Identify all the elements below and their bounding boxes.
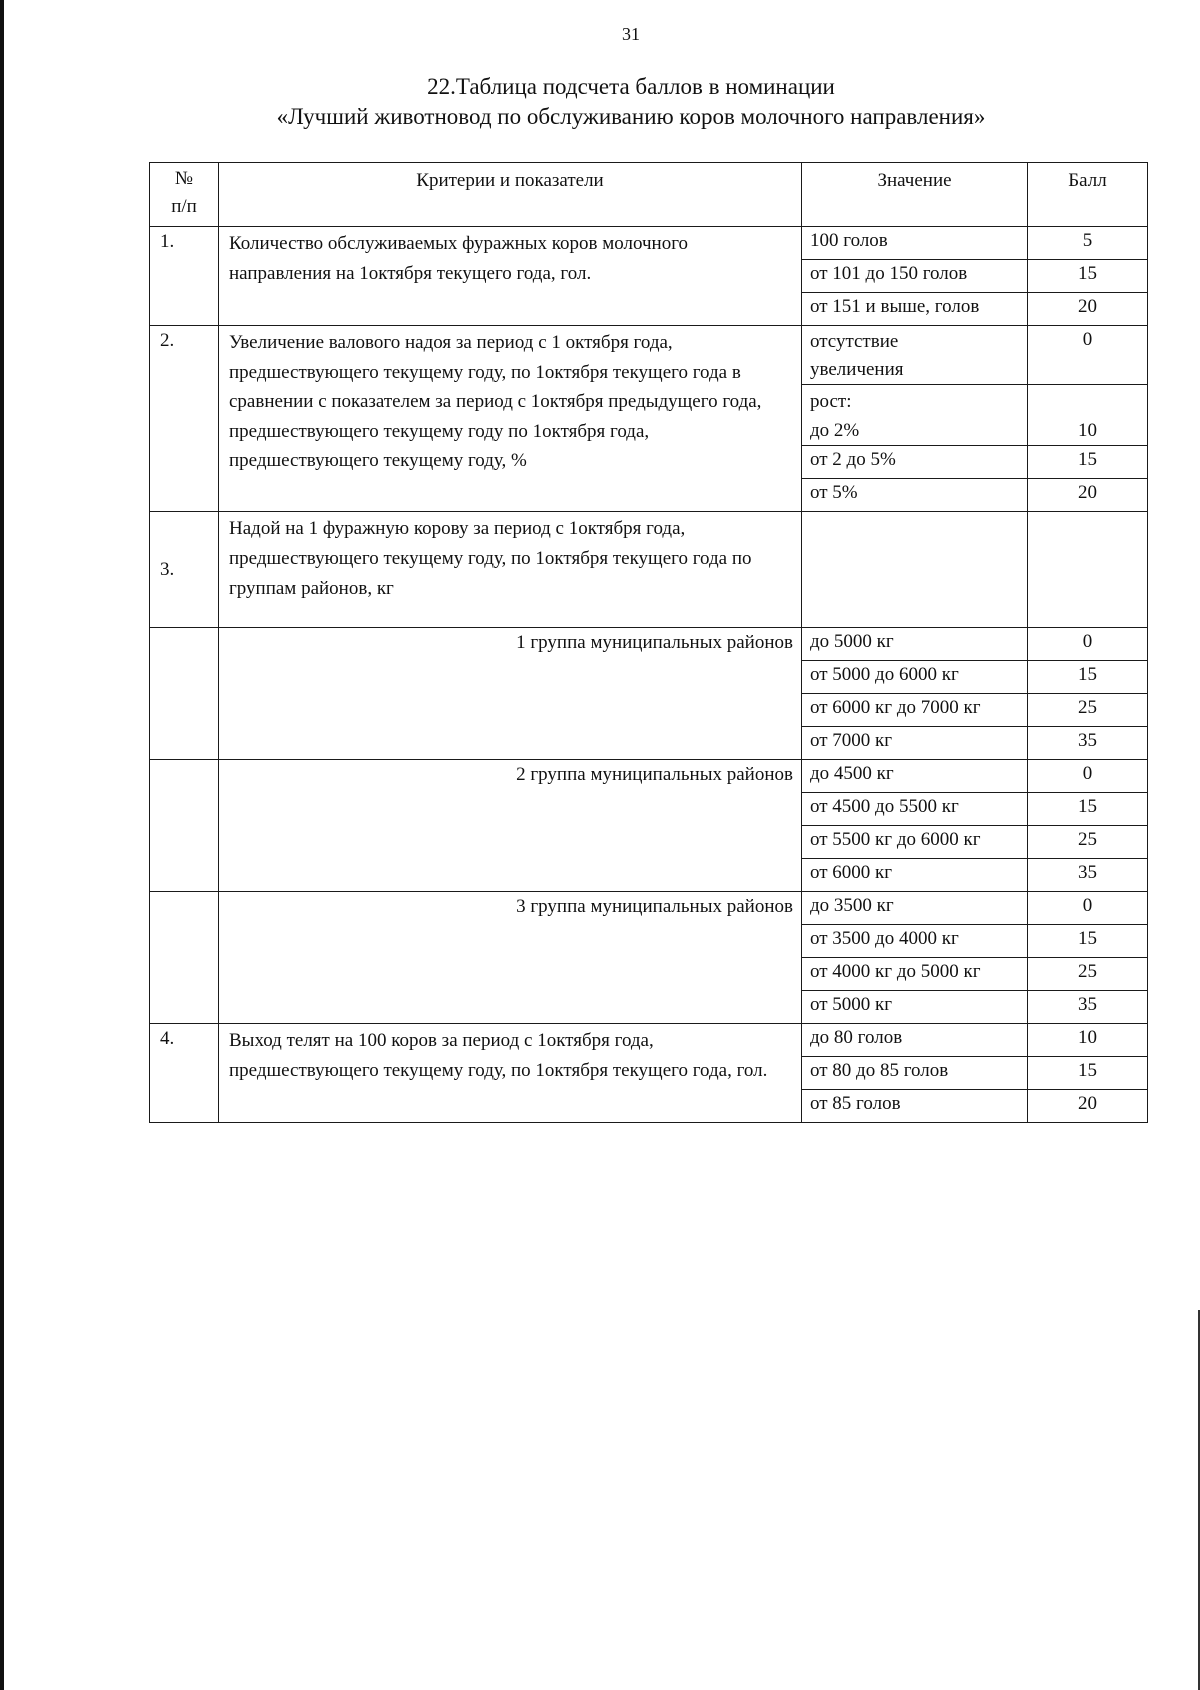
group2-label: 2 группа муниципальных районов	[219, 760, 802, 892]
group2-score-1: 0	[1028, 760, 1148, 793]
section1-num: 1.	[150, 227, 219, 326]
title-line-1: 22.Таблица подсчета баллов в номинации	[427, 74, 835, 99]
section2-growth-spacer	[1028, 387, 1147, 417]
section4-score-1: 10	[1028, 1024, 1148, 1057]
header-score	[1028, 163, 1148, 227]
table-row	[150, 227, 1148, 260]
section4-score-2: 15	[1028, 1057, 1148, 1090]
table-row	[150, 512, 1148, 628]
group3-score-2: 15	[1028, 925, 1148, 958]
section4-score-3: 20	[1028, 1090, 1148, 1123]
section1-value-1: 100 голов	[802, 227, 1028, 260]
group3-value-4: от 5000 кг	[802, 991, 1028, 1024]
section2-no-growth-line1: отсутствие	[810, 331, 899, 352]
table-row	[150, 892, 1148, 925]
section1-score-1: 5	[1028, 227, 1148, 260]
section3-score-empty	[1028, 512, 1148, 628]
section3-value-empty	[802, 512, 1028, 628]
section2-no-growth	[802, 326, 1028, 385]
group3-score-1: 0	[1028, 892, 1148, 925]
header-num-line2: п/п	[171, 196, 197, 217]
group3-value-1: до 3500 кг	[802, 892, 1028, 925]
title-line-2: «Лучший животновод по обслуживанию коров молочного направления»	[276, 104, 986, 129]
page-number: 31	[622, 24, 640, 44]
header-criteria	[219, 163, 802, 227]
group3-label: 3 группа муниципальных районов	[219, 892, 802, 1024]
group2-value-2: от 4500 до 5500 кг	[802, 793, 1028, 826]
section2-no-growth-score: 0	[1028, 326, 1148, 385]
section2-value-4: от 5%	[802, 479, 1028, 512]
section2-growth-first: до 2%	[810, 420, 860, 441]
group1-value-2: от 5000 до 6000 кг	[802, 661, 1028, 694]
group2-value-3: от 5500 кг до 6000 кг	[802, 826, 1028, 859]
section2-num: 2.	[150, 326, 219, 512]
scan-edge-left	[0, 0, 4, 1690]
group1-num-empty	[150, 628, 219, 760]
table-row	[150, 1024, 1148, 1057]
group1-score-3: 25	[1028, 694, 1148, 727]
header-value-text: Значение	[877, 170, 952, 191]
section2-score-3: 15	[1028, 446, 1148, 479]
section1-criteria: Количество обслуживаемых фуражных коров молочного направления на 1октября текущего года, гол.	[219, 227, 802, 326]
section1-value-3: от 151 и выше, голов	[802, 293, 1028, 326]
section4-value-3: от 85 голов	[802, 1090, 1028, 1123]
group1-score-1: 0	[1028, 628, 1148, 661]
group2-value-1: до 4500 кг	[802, 760, 1028, 793]
section1-value-2: от 101 до 150 голов	[802, 260, 1028, 293]
table-header-row	[150, 163, 1148, 227]
document-title	[0, 72, 1200, 132]
section1-score-2: 15	[1028, 260, 1148, 293]
group2-num-empty	[150, 760, 219, 892]
group1-label: 1 группа муниципальных районов	[219, 628, 802, 760]
table-row	[150, 628, 1148, 661]
section2-criteria: Увеличение валового надоя за период с 1 октября года, предшествующего текущему году, по 1октября текущего года в сравнении с показателем за период с 1октября предыдущего года, предшествующего текущему году по 1октября года, предшествующего текущему году, %	[219, 326, 802, 512]
group3-num-empty	[150, 892, 219, 1024]
group2-score-4: 35	[1028, 859, 1148, 892]
group3-value-2: от 3500 до 4000 кг	[802, 925, 1028, 958]
section2-growth	[802, 385, 1028, 446]
group2-value-4: от 6000 кг	[802, 859, 1028, 892]
group2-score-2: 15	[1028, 793, 1148, 826]
section4-value-1: до 80 голов	[802, 1024, 1028, 1057]
group1-score-2: 15	[1028, 661, 1148, 694]
header-score-text: Балл	[1068, 170, 1107, 191]
header-num-line1: №	[174, 168, 194, 189]
header-criteria-text: Критерии и показатели	[416, 170, 604, 191]
section4-value-2: от 80 до 85 голов	[802, 1057, 1028, 1090]
section3-criteria: Надой на 1 фуражную корову за период с 1октября года, предшествующего текущему году, по 1октября текущего года по группам районов, кг	[219, 512, 802, 628]
section2-growth-first-score: 10	[1078, 420, 1097, 441]
group3-value-3: от 4000 кг до 5000 кг	[802, 958, 1028, 991]
header-num	[150, 163, 219, 227]
section2-no-growth-line2: увеличения	[810, 359, 904, 380]
group2-score-3: 25	[1028, 826, 1148, 859]
section1-score-3: 20	[1028, 293, 1148, 326]
section4-criteria: Выход телят на 100 коров за период с 1октября года, предшествующего текущему году, по 1октября текущего года, гол.	[219, 1024, 802, 1123]
group3-score-4: 35	[1028, 991, 1148, 1024]
section2-growth-score-cell	[1028, 385, 1148, 446]
section2-value-3: от 2 до 5%	[802, 446, 1028, 479]
section3-num: 3.	[150, 512, 219, 628]
group1-value-3: от 6000 кг до 7000 кг	[802, 694, 1028, 727]
group3-score-3: 25	[1028, 958, 1148, 991]
group1-value-1: до 5000 кг	[802, 628, 1028, 661]
header-value	[802, 163, 1028, 227]
section4-num: 4.	[150, 1024, 219, 1123]
section2-growth-label: рост:	[810, 391, 852, 412]
table-row	[150, 760, 1148, 793]
table-row	[150, 326, 1148, 385]
group1-value-4: от 7000 кг	[802, 727, 1028, 760]
group1-score-4: 35	[1028, 727, 1148, 760]
section2-score-4: 20	[1028, 479, 1148, 512]
scoring-table	[149, 162, 1148, 1123]
